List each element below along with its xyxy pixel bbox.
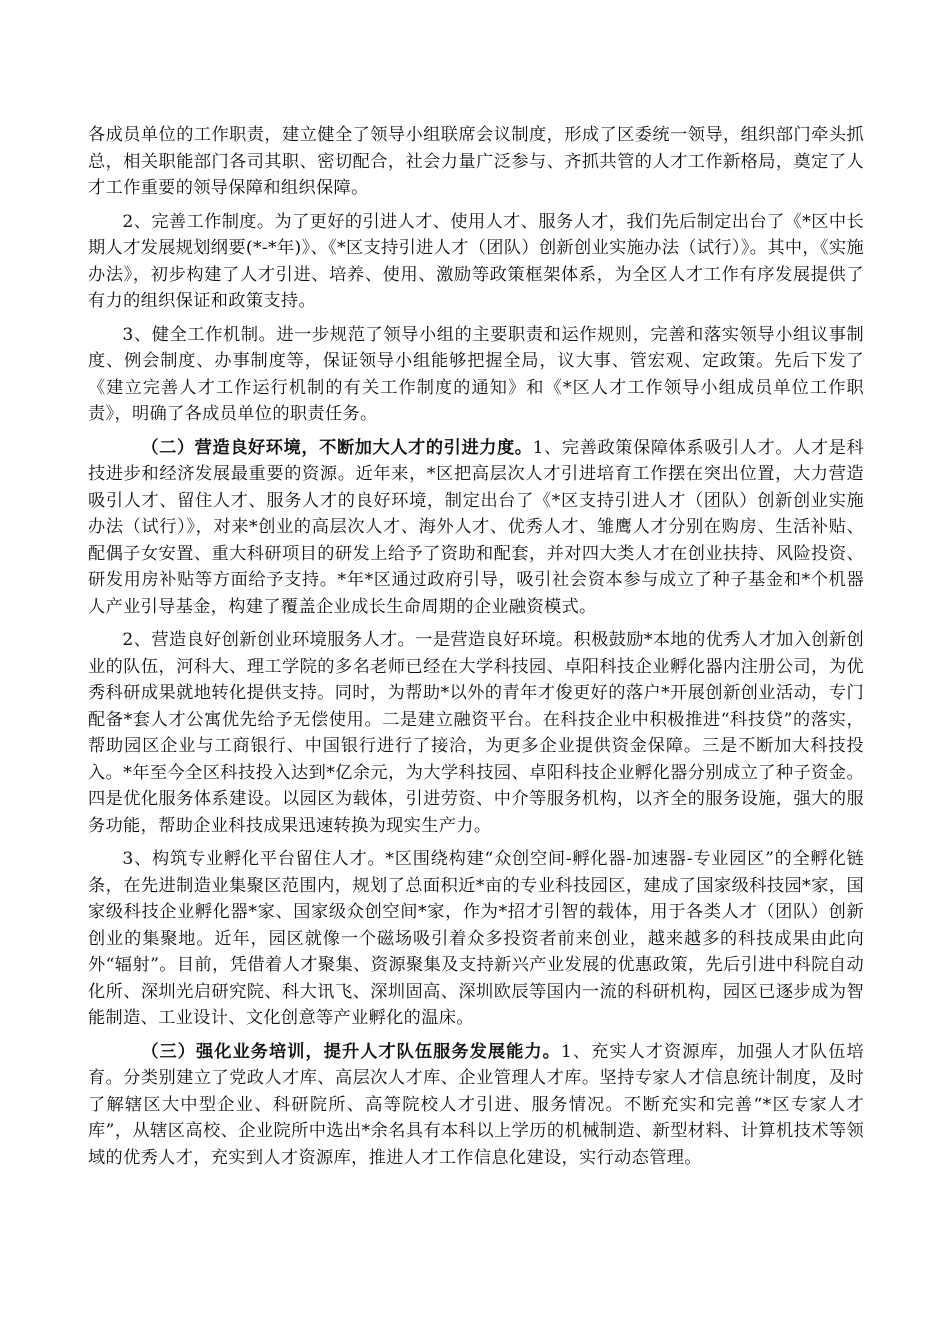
paragraph-text: 1、完善政策保障体系吸引人才。人才是科技进步和经济发展最重要的资源。近年来，*区把高层次人才引进培育工作摆在突出位置，大力营造吸引人才、留住人才、服务人才的良好环境，制定出台了《*区支持引进人才（团队）创新创业实施办法（试行）》，对来*创业的高层次人才、海外人才、优秀人才、雏鹰人才分别在购房、生活补贴、配偶子女安置、重大科研项目的研发上给予了资助和配套，并对四大类人才在创业扶持、风险投资、研发用房补贴等方面给予支持。*年*区通过政府引导，吸引社会资本参与成立了种子基金和*个机器人产业引导基金，构建了覆盖企业成长生命周期的企业融资模式。 [88,437,865,617]
section-two-paragraph [88,435,864,621]
paragraph-incubation-platform [88,846,864,1032]
paragraph-text: 各成员单位的工作职责，建立健全了领导小组联席会议制度，形成了区委统一领导，组织部门牵头抓总，相关职能部门各司其职、密切配合，社会力量广泛参与、齐抓共管的人才工作新格局，奠定了人才工作重要的领导保障和组织保障。 [88,125,864,198]
section-three-heading: （三）强化业务培训，提升人才队伍服务发展能力。 [141,1041,561,1062]
paragraph-work-system [88,209,864,315]
document-page [88,122,864,1178]
paragraph-text: 3、构筑专业孵化平台留住人才。*区围绕构建“众创空间-孵化器-加速器-专业园区”的全孵化链条，在先进制造业集聚区范围内，规划了总面积近*亩的专业科技园区，建成了国家级科技园*家，国家级科技企业孵化器*家、国家级众创空间*家，作为*招才引智的载体，用于各类人才（团队）创新创业的集聚地。近年，园区就像一个磁场吸引着众多投资者前来创业，越来越多的科技成果由此向外“辐射”。目前，凭借着人才聚集、资源聚集及支持新兴产业发展的优惠政策，先后引进中科院自动化所、深圳光启研究院、科大讯飞、深圳固高、深圳欧辰等国内一流的科研机构，园区已逐步成为智能制造、工业设计、文化创意等产业孵化的温床。 [88,849,864,1028]
paragraph-text: 1、充实人才资源库，加强人才队伍培育。分类别建立了党政人才库、高层次人才库、企业管理人才库。坚持专家人才信息统计制度，及时了解辖区大中型企业、科研院所、高等院校人才引进、服务情况。不断充实和完善“*区专家人才库”，从辖区高校、企业院所中选出*余名具有本科以上学历的机械制造、新型材料、计算机技术等领域的优秀人才，充实到人才资源库，推进人才工作信息化建设，实行动态管理。 [88,1041,864,1168]
paragraph-text: 3、健全工作机制。进一步规范了领导小组的主要职责和运作规则，完善和落实领导小组议事制度、例会制度、办事制度等，保证领导小组能够把握全局，议大事、管宏观、定政策。先后下发了《建立完善人才工作运行机制的有关工作制度的通知》和《*区人才工作领导小组成员单位工作职责》，明确了各成员单位的职责任务。 [88,324,864,424]
section-two-heading: （二）营造良好环境，不断加大人才的引进力度。 [141,437,533,458]
paragraph-text: 2、完善工作制度。为了更好的引进人才、使用人才、服务人才，我们先后制定出台了《*区中长期人才发展规划纲要(*-*年)》、《*区支持引进人才（团队）创新创业实施办法（试行）》。其中，《实施办法》，初步构建了人才引进、培养、使用、激励等政策框架体系，为全区人才工作有序发展提供了有力的组织保证和政策支持。 [88,211,864,311]
paragraph-innovation-environment [88,627,864,839]
paragraph-text: 2、营造良好创新创业环境服务人才。一是营造良好环境。积极鼓励*本地的优秀人才加入创新创业的队伍，河科大、理工学院的多名老师已经在大学科技园、卓阳科技企业孵化器内注册公司，为优秀科研成果就地转化提供支持。同时，为帮助*以外的青年才俊更好的落户*开展创新创业活动，专门配备*套人才公寓优先给予无偿使用。二是建立融资平台。在科技企业中积极推进“科技贷”的落实，帮助园区企业与工商银行、中国银行进行了接洽，为更多企业提供资金保障。三是不断加大科技投入。*年至今全区科技投入达到*亿余元，为大学科技园、卓阳科技企业孵化器分别成立了种子资金。四是优化服务体系建设。以园区为载体，引进劳资、中介等服务机构，以齐全的服务设施，强大的服务功能，帮助企业科技成果迅速转换为现实生产力。 [88,630,864,836]
paragraph-leadership-guarantee [88,122,864,202]
paragraph-work-mechanism [88,322,864,428]
section-three-paragraph [88,1039,864,1172]
